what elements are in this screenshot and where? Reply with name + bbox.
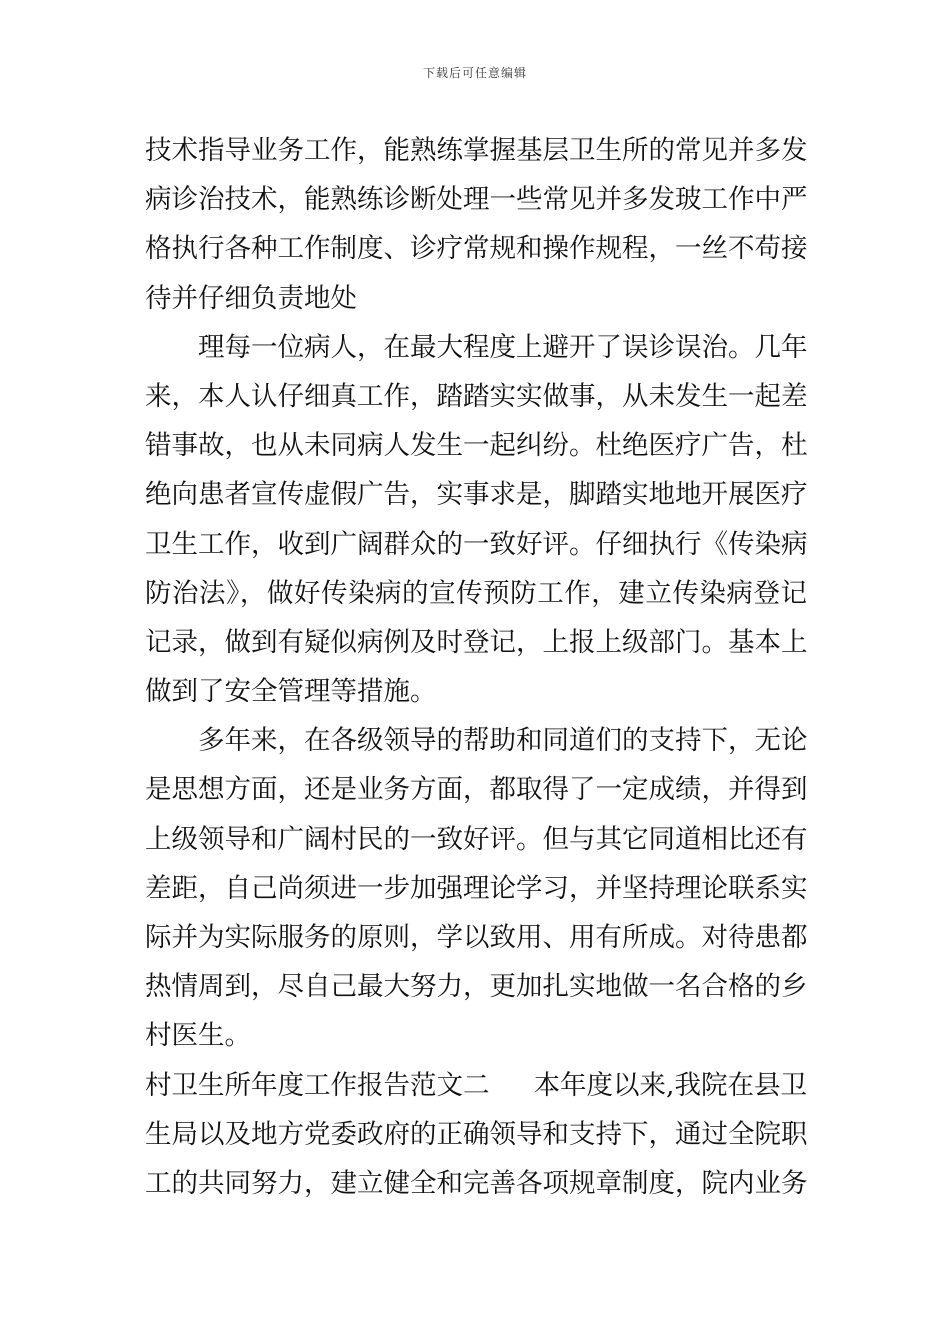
- text-line: 卫生工作，收到广阔群众的一致好评。仔细执行《传染病: [145, 528, 807, 560]
- text-line: 工的共同努力，建立健全和完善各项规章制度，院内业务: [145, 1167, 807, 1199]
- text-line: 记录，做到有疑似病例及时登记，上报上级部门。基本上: [145, 626, 807, 658]
- text-line: 错事故，也从未同病人发生一起纠纷。杜绝医疗广告，杜: [145, 430, 807, 462]
- text-line: 绝向患者宣传虚假广告，实事求是，脚踏实地地开展医疗: [145, 479, 807, 511]
- text-line: 村医生。: [145, 1020, 251, 1052]
- document-body: [145, 126, 807, 1208]
- text-line: 差距，自己尚须进一步加强理论学习，并坚持理论联系实: [145, 872, 807, 904]
- text-line: 上级领导和广阔村民的一致好评。但与其它同道相比还有: [145, 823, 807, 855]
- text-line: 防治法》，做好传染病的宣传预防工作，建立传染病登记: [145, 577, 807, 609]
- section-2: [145, 1061, 807, 1209]
- text-line: 待并仔细负责地处: [145, 282, 357, 314]
- text-line: 生局以及地方党委政府的正确领导和支持下，通过全院职: [145, 1118, 807, 1150]
- paragraph-3: [145, 716, 807, 1060]
- paragraph-1: [145, 126, 807, 323]
- section-title: 村卫生所年度工作报告范文二: [145, 1069, 490, 1101]
- text-line: 热情周到，尽自己最大努力，更加扎实地做一名合格的乡: [145, 971, 807, 1003]
- text-line: 病诊治技术，能熟练诊断处理一些常见并多发玻工作中严: [145, 184, 807, 216]
- section-first-line: 本年度以来,我院在县卫: [533, 1069, 807, 1101]
- section-heading-line: [145, 1061, 807, 1110]
- paragraph-2: [145, 323, 807, 717]
- text-line: 做到了安全管理等措施。: [145, 676, 437, 708]
- text-line: 格执行各种工作制度、诊疗常规和操作规程，一丝不苟接: [145, 233, 807, 265]
- text-line: 理每一位病人，在最大程度上避开了误诊误治。几年: [198, 331, 807, 363]
- text-line: 际并为实际服务的原则，学以致用、用有所成。对待患都: [145, 922, 807, 953]
- text-line: 技术指导业务工作，能熟练掌握基层卫生所的常见并多发: [145, 135, 807, 166]
- page-header: 下载后可任意编辑: [422, 66, 527, 80]
- text-line: 来，本人认仔细真工作，踏踏实实做事，从未发生一起差: [145, 380, 807, 412]
- text-line: 多年来，在各级领导的帮助和同道们的支持下，无论: [198, 725, 807, 757]
- text-line: 是思想方面，还是业务方面，都取得了一定成绩，并得到: [145, 774, 807, 806]
